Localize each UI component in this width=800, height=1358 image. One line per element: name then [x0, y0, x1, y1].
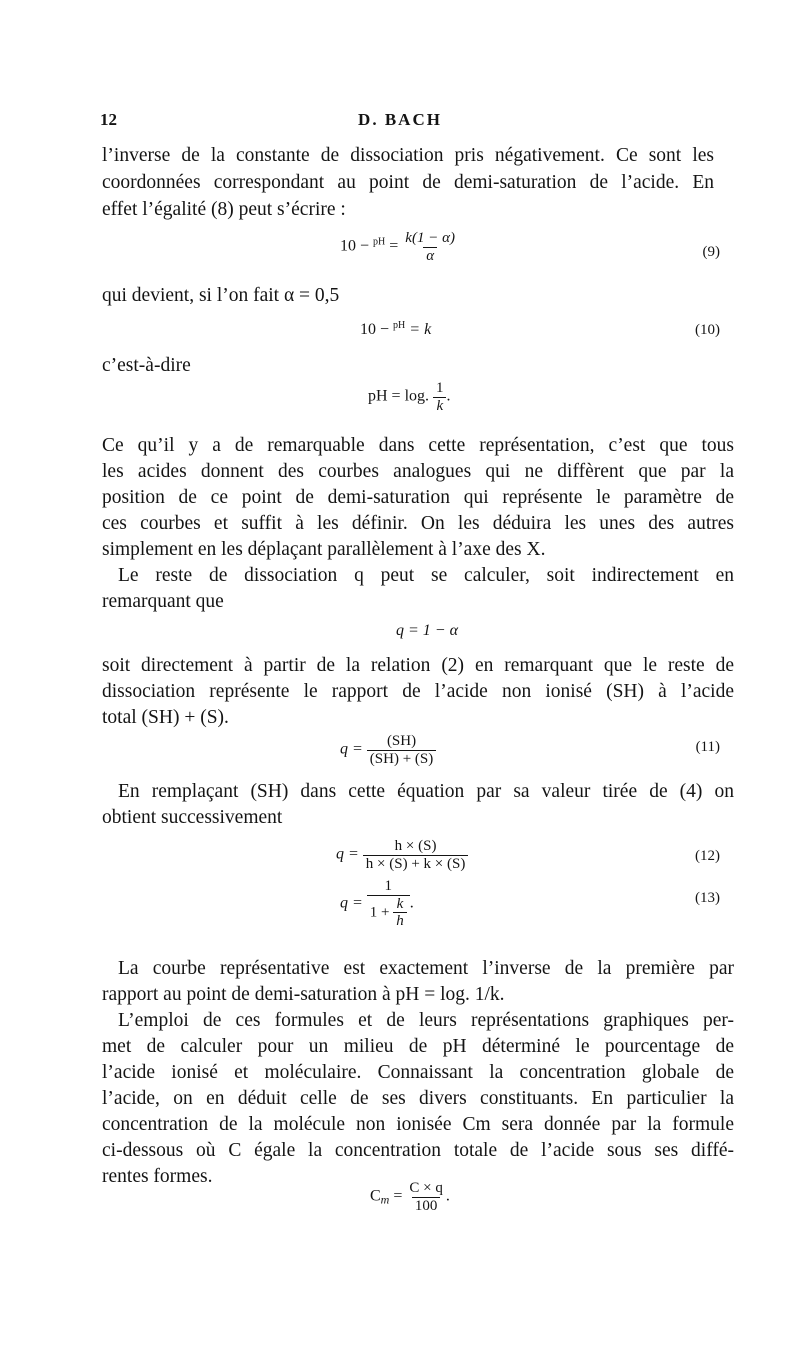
- fraction-denominator: [367, 895, 410, 930]
- equation-term: .: [445, 1187, 450, 1205]
- text-line: l’acide ionisé et moléculaire. Connaissant la concentration globale de: [102, 1062, 734, 1083]
- equation-term: C: [370, 1187, 381, 1205]
- equation-term: = k: [405, 321, 432, 338]
- equation-12: [336, 838, 468, 872]
- text-line: Le reste de dissociation q peut se calculer, soit indirectement en: [118, 565, 734, 586]
- text-line: remarquant que: [102, 591, 224, 612]
- fraction-numerator: h × (S): [394, 838, 437, 854]
- equation-term: q =: [340, 740, 367, 758]
- text-line: position de ce point de demi-saturation qui représente le paramètre de: [102, 487, 734, 508]
- equation-fraction: [402, 230, 458, 264]
- text-line: ces courbes et suffit à les définir. On les déduira les unes des autres: [102, 513, 734, 534]
- equation-cm: [370, 1180, 450, 1214]
- fraction-numerator: (SH): [386, 733, 417, 749]
- text-line: les acides donnent des courbes analogues qui ne diffèrent que par la: [102, 461, 734, 482]
- text-line: obtient successivement: [102, 807, 283, 828]
- text-line: Ce qu’il y a de remarquable dans cette représentation, c’est que tous: [102, 435, 734, 456]
- equation-fraction: [363, 838, 469, 872]
- text-line: rentes formes.: [102, 1166, 213, 1187]
- text-line: met de calculer pour un milieu de pH déterminé le pourcentage de: [102, 1036, 734, 1057]
- equation-fraction: [433, 380, 447, 414]
- text-line: coordonnées correspondant au point de demi-saturation de l’acide. En: [102, 172, 714, 193]
- equation-11: [340, 733, 436, 767]
- text-line: effet l’égalité (8) peut s’écrire :: [102, 199, 346, 220]
- equation-fraction: [367, 733, 436, 767]
- fraction-denominator: k: [433, 397, 446, 415]
- equation-fraction: [367, 878, 410, 930]
- equation-10: [360, 320, 431, 339]
- fraction-numerator: k: [396, 895, 404, 912]
- running-head: D. BACH: [358, 110, 442, 129]
- equation-exponent: pH: [393, 320, 406, 331]
- text-line: l’acide, on en déduit celle de ses divers constituants. En particulier la: [102, 1088, 734, 1109]
- fraction-denominator: h: [393, 912, 407, 930]
- nested-fraction: [393, 896, 407, 930]
- text-line: qui devient, si l’on fait α = 0,5: [102, 285, 340, 306]
- equation-q: q = 1 − α: [396, 622, 458, 639]
- fraction-numerator: k(1 − α): [405, 230, 455, 246]
- equation-term: =: [389, 1187, 407, 1205]
- equation-term: .: [446, 387, 451, 405]
- text-line: total (SH) + (S).: [102, 707, 229, 728]
- text-line: ci-dessous où C égale la concentration totale de l’acide sous ses diffé-: [102, 1140, 734, 1161]
- equation-exponent: pH: [373, 236, 386, 248]
- equation-number: (12): [695, 848, 720, 864]
- fraction-numerator: 1: [436, 380, 444, 396]
- fraction-denominator: h × (S) + k × (S): [363, 855, 469, 873]
- equation-subscript: m: [380, 1192, 390, 1207]
- text-line: La courbe représentative est exactement l’inverse de la première par: [118, 958, 734, 979]
- equation-term: pH = log.: [368, 387, 434, 405]
- equation-number: (9): [702, 244, 720, 260]
- equation-term: 10 −: [340, 237, 374, 255]
- fraction-numerator: 1: [384, 878, 393, 894]
- equation-ph: [368, 380, 451, 414]
- equation-term: 1 +: [369, 903, 394, 920]
- text-line: simplement en les déplaçant parallèlement à l’axe des X.: [102, 539, 546, 560]
- equation-term: q =: [336, 845, 363, 863]
- equation-term: =: [385, 237, 403, 255]
- equation-term: q =: [340, 894, 367, 912]
- page-number: 12: [100, 110, 117, 129]
- text-line: concentration de la molécule non ionisée Cm sera donnée par la formule: [102, 1114, 734, 1135]
- text-line: c’est-à-dire: [102, 355, 191, 376]
- text-line: dissociation représente le rapport de l’acide non ionisé (SH) à l’acide: [102, 681, 734, 702]
- text-line: En remplaçant (SH) dans cette équation par sa valeur tirée de (4) on: [118, 781, 734, 802]
- text-line: L’emploi de ces formules et de leurs représentations graphiques per-: [118, 1010, 734, 1031]
- text-line: soit directement à partir de la relation (2) en remarquant que le reste de: [102, 655, 734, 676]
- equation-term: .: [409, 894, 414, 912]
- equation-9: [340, 230, 458, 264]
- equation-13: [340, 878, 414, 930]
- fraction-denominator: (SH) + (S): [367, 750, 436, 768]
- equation-fraction: [406, 1180, 445, 1214]
- equation-number: (11): [695, 739, 720, 755]
- text-line: rapport au point de demi-saturation à pH = log. 1/k.: [102, 984, 505, 1005]
- text-line: l’inverse de la constante de dissociation pris négativement. Ce sont les: [102, 145, 714, 166]
- fraction-denominator: α: [423, 247, 437, 265]
- fraction-numerator: C × q: [409, 1180, 443, 1196]
- page-header: [0, 110, 800, 132]
- equation-number: (13): [695, 890, 720, 906]
- equation-number: (10): [695, 322, 720, 338]
- equation-term: 10 −: [360, 321, 394, 338]
- fraction-denominator: 100: [412, 1197, 441, 1215]
